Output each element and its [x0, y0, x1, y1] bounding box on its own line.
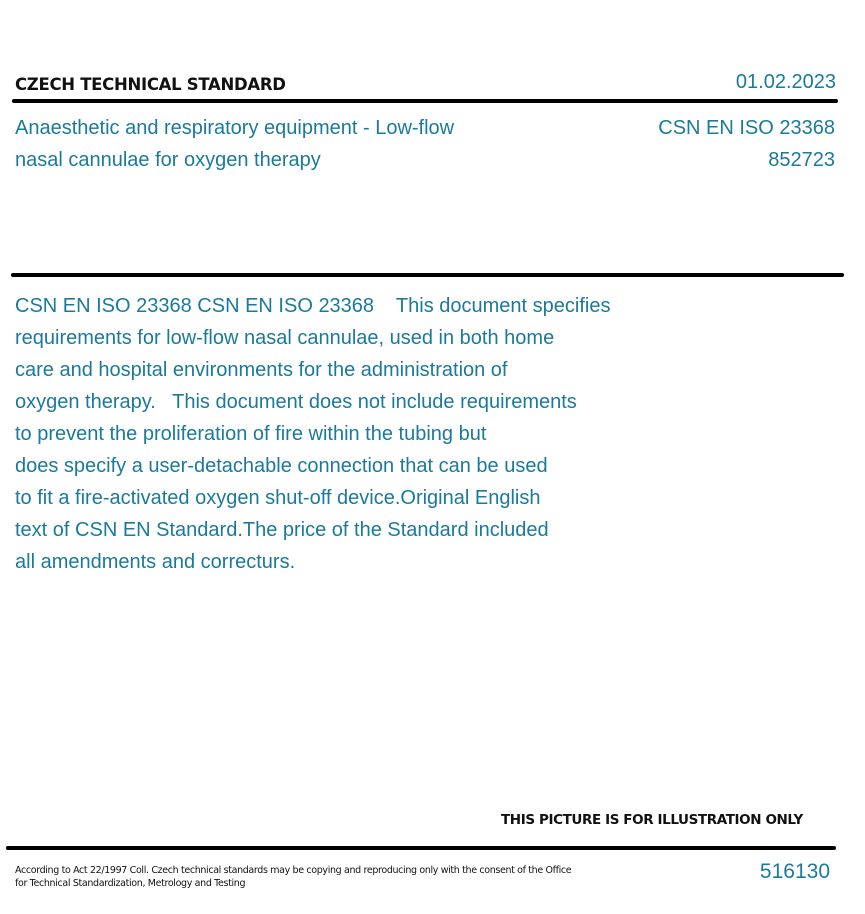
legal-line: for Technical Standardization, Metrology and Testing: [15, 878, 246, 889]
standard-title-line-2: nasal cannulae for oxygen therapy: [15, 149, 321, 171]
description-line: CSN EN ISO 23368 CSN EN ISO 23368 This document specifies: [15, 295, 611, 317]
description-line: to fit a fire-activated oxygen shut-off device.Original English: [15, 487, 541, 509]
header-divider: [12, 99, 838, 103]
standard-title-line-1: Anaesthetic and respiratory equipment - Low-flow: [15, 117, 455, 139]
description-line: all amendments and correcturs.: [15, 551, 296, 573]
footer-number: 516130: [759, 860, 830, 883]
illustration-note: THIS PICTURE IS FOR ILLUSTRATION ONLY: [501, 812, 803, 828]
description-text: [15, 290, 675, 578]
legal-line: According to Act 22/1997 Coll. Czech technical standards may be copying and reproducing only with the consent of the Office: [15, 865, 572, 876]
description-line: to prevent the proliferation of fire within the tubing but: [15, 423, 487, 445]
standard-type-label: CZECH TECHNICAL STANDARD: [15, 75, 286, 95]
description-line: requirements for low-flow nasal cannulae, used in both home: [15, 327, 555, 349]
footer-divider: [6, 846, 836, 850]
description-line: oxygen therapy. This document does not include requirements: [15, 391, 577, 413]
description-line: text of CSN EN Standard.The price of the Standard included: [15, 519, 549, 541]
legal-notice: [15, 864, 571, 890]
description-line: does specify a user-detachable connection that can be used: [15, 455, 548, 477]
catalog-number: 852723: [768, 149, 835, 171]
publication-date: 01.02.2023: [735, 71, 836, 93]
description-line: care and hospital environments for the administration of: [15, 359, 508, 381]
standard-code: CSN EN ISO 23368: [658, 117, 835, 139]
section-divider: [11, 273, 844, 277]
